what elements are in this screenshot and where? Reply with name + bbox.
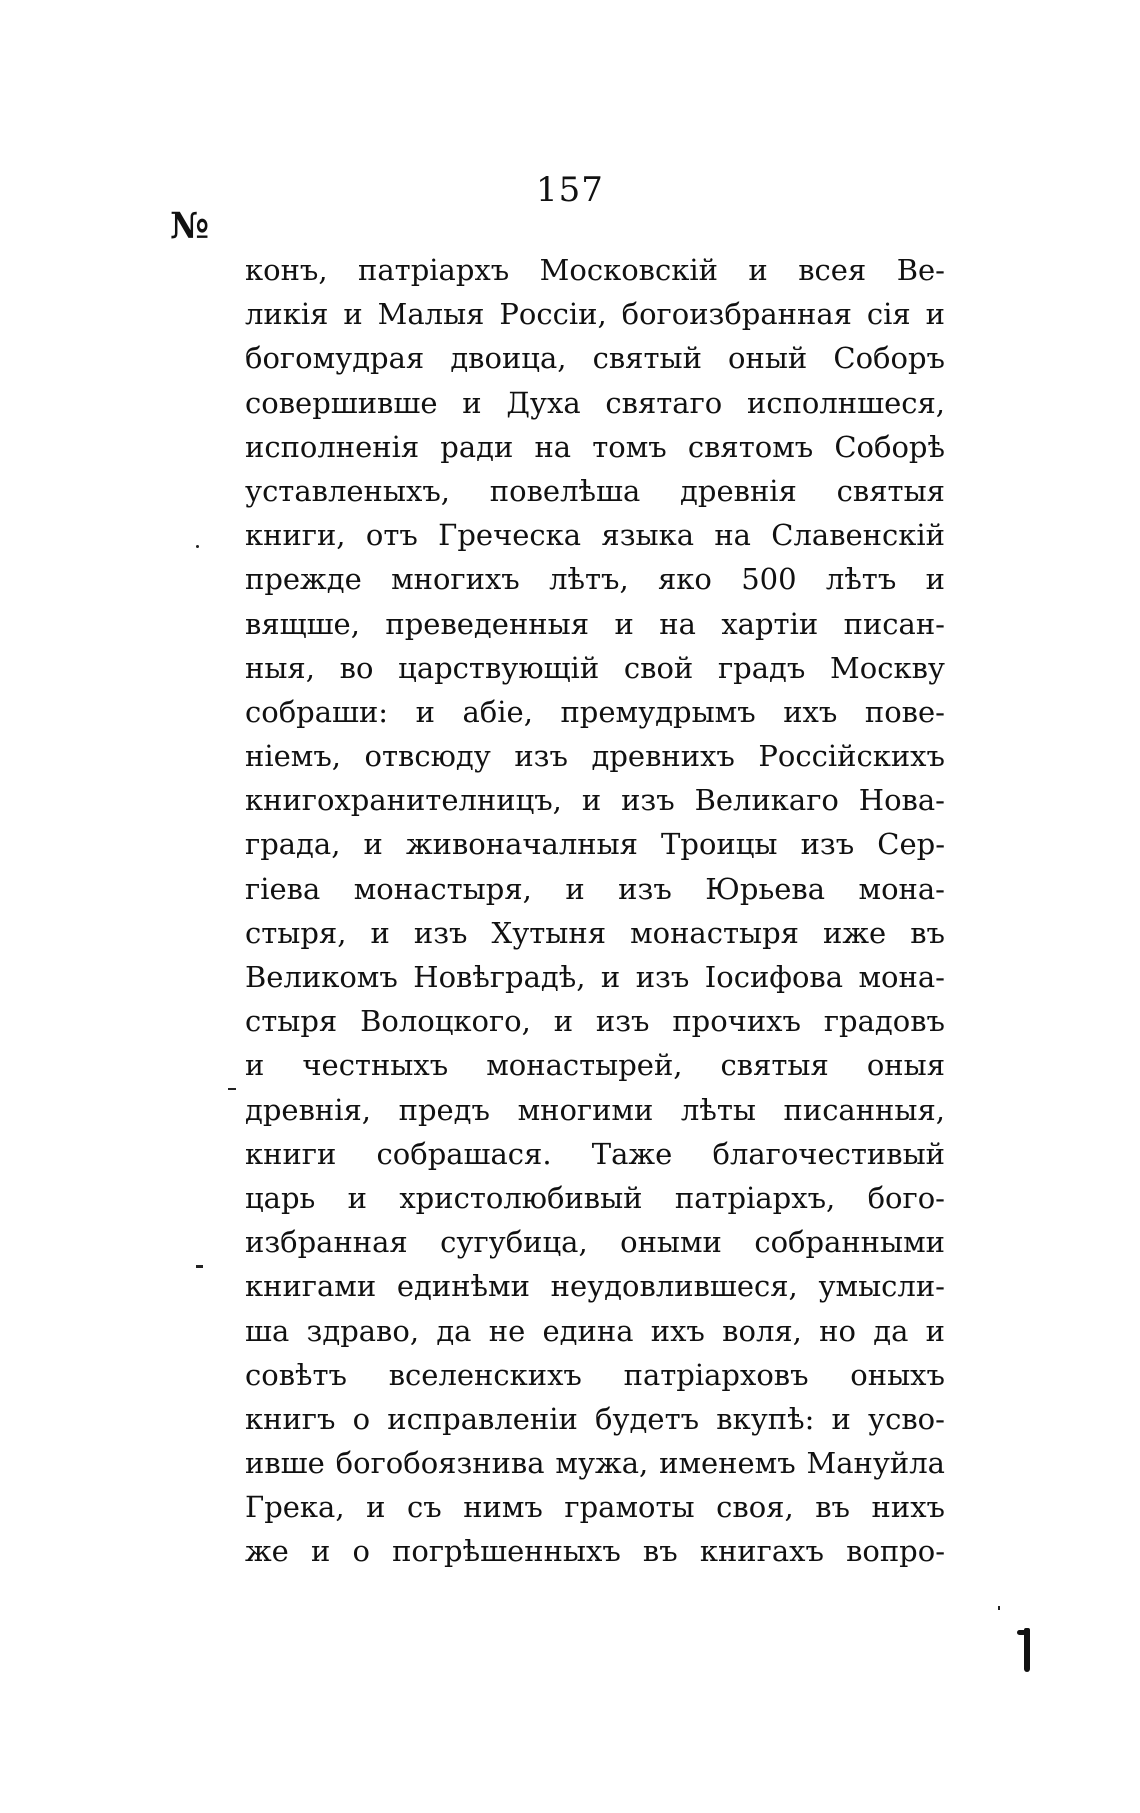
word: честныхъ [302, 1048, 449, 1083]
word: о [352, 1401, 371, 1436]
word: и [363, 827, 383, 862]
word: Ве- [896, 253, 945, 287]
word: книгами [245, 1269, 377, 1304]
word: книгохранителницъ, [245, 783, 562, 818]
word: и [347, 1180, 367, 1215]
word: патріархъ [358, 253, 510, 287]
word: оный [728, 341, 808, 376]
word: мона- [858, 871, 945, 906]
word: но [819, 1313, 856, 1348]
text-line [245, 1132, 945, 1176]
word: и [343, 297, 363, 332]
word: древнихъ [591, 739, 735, 774]
word: совершивше [245, 385, 438, 420]
word: святыя [720, 1048, 829, 1083]
text-line [245, 513, 945, 557]
word: Таже [591, 1136, 673, 1171]
word: съ [406, 1490, 442, 1525]
word: монастыря [630, 915, 799, 950]
word: вящше, [245, 606, 360, 641]
text-line [245, 557, 945, 601]
word: именемъ [659, 1446, 796, 1481]
ink-speck [196, 545, 199, 548]
text-line [245, 1529, 945, 1573]
word: отвсюду [364, 739, 491, 774]
word: 500 [741, 562, 797, 597]
word: многихъ [391, 562, 520, 597]
word: вопро- [846, 1534, 945, 1569]
word: Сер- [877, 827, 945, 862]
word: Москву [830, 650, 945, 685]
word: и [310, 1534, 331, 1569]
text-line [245, 1264, 945, 1308]
word: богобоязнива [335, 1446, 545, 1481]
word: лѣтъ, [549, 562, 629, 597]
word: книги [245, 1136, 337, 1171]
word: ша [245, 1313, 290, 1348]
text-line [245, 822, 945, 866]
word: градъ [717, 650, 806, 685]
word: изъ [595, 1004, 650, 1039]
word: благочестивый [712, 1136, 945, 1171]
word: и [245, 1048, 265, 1083]
numero-sign: № [170, 205, 210, 247]
word: ніемъ, [245, 739, 341, 774]
word: и [415, 694, 435, 729]
text-line [245, 1441, 945, 1485]
word: да [436, 1313, 472, 1348]
word: Соборъ [833, 341, 945, 376]
word: и [553, 1004, 574, 1039]
word: Волоцкого, [360, 1004, 531, 1039]
word: и [925, 1313, 945, 1348]
word: Славенскій [771, 518, 945, 553]
text-line [245, 646, 945, 690]
word: единѣми [396, 1269, 530, 1304]
word: исполншеся, [747, 385, 945, 420]
word: нихъ [871, 1490, 945, 1525]
word: патріархъ, [674, 1180, 836, 1215]
word: здраво, [306, 1313, 420, 1348]
word: древнія [680, 473, 797, 508]
word: премудрымъ [560, 694, 756, 729]
text-line [245, 1088, 945, 1132]
word: прочихъ [672, 1004, 801, 1039]
text-line [245, 1397, 945, 1441]
word: своя, [716, 1490, 794, 1525]
word: лѣты [680, 1092, 756, 1127]
word: и [600, 960, 621, 994]
word: Великаго [694, 783, 839, 818]
word: и [831, 1401, 851, 1436]
text-line [245, 1176, 945, 1220]
word: изъ [635, 960, 690, 994]
word: избранная [245, 1225, 408, 1260]
word: бого- [867, 1180, 945, 1215]
word: оными [620, 1225, 722, 1260]
text-line [245, 1220, 945, 1264]
word: же [245, 1534, 289, 1569]
word: и [581, 783, 602, 818]
word: на [534, 429, 572, 464]
word: ивше [245, 1446, 325, 1481]
text-line [245, 425, 945, 469]
word: предъ [398, 1092, 490, 1127]
word: Юрьева [705, 871, 826, 906]
word: и [565, 871, 585, 906]
word: святый [592, 341, 702, 376]
word: въ [815, 1490, 850, 1525]
word: конъ, [245, 253, 328, 287]
word: Нова- [858, 783, 945, 818]
word: Духа [506, 385, 581, 420]
word: абіе, [462, 694, 533, 729]
word: совѣтъ [245, 1357, 348, 1392]
word: градовъ [823, 1004, 945, 1039]
word: преведенныя [385, 606, 589, 641]
word: и [366, 1490, 386, 1525]
text-line [245, 778, 945, 822]
word: будетъ [595, 1401, 700, 1436]
text-line [245, 1353, 945, 1397]
word: христолюбивый [399, 1180, 643, 1215]
word: умысли- [818, 1269, 945, 1304]
word: исправленіи [387, 1401, 578, 1436]
word: ихъ [783, 694, 838, 729]
word: вкупѣ: [716, 1401, 815, 1436]
word: въ [642, 1534, 678, 1569]
text-line [245, 867, 945, 911]
word: языка [601, 518, 695, 553]
word: и [748, 253, 768, 287]
ink-speck [228, 1088, 236, 1090]
word: вселенскихъ [388, 1357, 582, 1392]
word: грамоты [564, 1490, 695, 1525]
word: Іосифова [704, 960, 844, 994]
word: ликія [245, 297, 329, 332]
word: Троицы [661, 827, 778, 862]
word: свой [623, 650, 694, 685]
word: яко [658, 562, 712, 597]
word: въ [910, 915, 945, 950]
word: на [659, 606, 696, 641]
word: патріарховъ [623, 1357, 809, 1392]
word: и [370, 915, 390, 950]
text-line [245, 336, 945, 380]
word: Мануйла [806, 1446, 945, 1481]
word: двоица, [450, 341, 567, 376]
word: изъ [800, 827, 855, 862]
word: книги, [245, 518, 346, 553]
word: книгъ [245, 1401, 336, 1436]
word: сугубица, [440, 1225, 588, 1260]
word: и [925, 297, 945, 332]
ink-speck [998, 1606, 1000, 1610]
word: Россіи, [499, 297, 607, 332]
word: живоначалныя [405, 827, 638, 862]
word: хартіи [721, 606, 819, 641]
page-number: 157 [536, 170, 604, 210]
word: оныя [866, 1048, 945, 1083]
text-line [245, 602, 945, 646]
word: не [488, 1313, 526, 1348]
word: Новѣградѣ, [413, 960, 586, 994]
word: писанныя, [783, 1092, 945, 1127]
word: о [352, 1534, 370, 1569]
word: отъ [365, 518, 418, 553]
word: едина [542, 1313, 634, 1348]
word: Малыя [377, 297, 485, 332]
word: собрашася. [376, 1136, 552, 1171]
word: воля, [722, 1313, 802, 1348]
word: царствующій [398, 650, 600, 685]
word: Хутыня [491, 915, 607, 950]
text-line [245, 955, 945, 999]
word: неудовлившеся, [550, 1269, 798, 1304]
ink-speck [196, 1265, 203, 1268]
word: Московскій [539, 253, 718, 287]
word: книгахъ [699, 1534, 824, 1569]
text-line [245, 734, 945, 778]
word: изъ [618, 871, 672, 906]
word: гіева [245, 871, 321, 906]
word: повелѣша [489, 473, 641, 508]
word: изъ [621, 783, 675, 818]
word: ныя, [245, 650, 315, 685]
word: оныхъ [850, 1357, 945, 1392]
word: града, [245, 827, 341, 862]
text-line [245, 292, 945, 336]
word: изъ [413, 915, 468, 950]
word: мона- [858, 960, 945, 994]
word: царь [245, 1180, 316, 1215]
word: и [614, 606, 634, 641]
edge-ink-mark [1024, 1628, 1030, 1672]
word: и [925, 562, 945, 597]
word: сія [866, 297, 911, 332]
word: всея [798, 253, 867, 287]
word: да [873, 1313, 909, 1348]
word: уставленыхъ, [245, 473, 450, 508]
word: богомудрая [245, 341, 425, 376]
word: Великомъ [245, 960, 398, 994]
text-line [245, 1043, 945, 1087]
word: исполненія [245, 429, 420, 464]
word: лѣтъ [825, 562, 897, 597]
text-line [245, 248, 945, 292]
word: томъ [592, 429, 667, 464]
word: пове- [864, 694, 945, 729]
word: стыря, [245, 915, 347, 950]
word: мужа, [555, 1446, 649, 1481]
text-line [245, 911, 945, 955]
word: ихъ [650, 1313, 705, 1348]
text-line [245, 999, 945, 1043]
word: древнія, [245, 1092, 372, 1127]
word: иже [822, 915, 887, 950]
text-line [245, 690, 945, 734]
text-line [245, 1485, 945, 1529]
text-line [245, 381, 945, 425]
word: Соборѣ [834, 429, 945, 464]
word: писан- [843, 606, 945, 641]
word: ради [440, 429, 514, 464]
word: собранными [754, 1225, 945, 1260]
text-line [245, 469, 945, 513]
word: прежде [245, 562, 362, 597]
word: Греческа [438, 518, 582, 553]
body-text [245, 248, 945, 1574]
word: святаго [605, 385, 723, 420]
word: изъ [514, 739, 568, 774]
word: многими [517, 1092, 654, 1127]
word: стыря [245, 1004, 338, 1039]
text-line [245, 1309, 945, 1353]
word: монастыря, [353, 871, 532, 906]
word: погрѣшенныхъ [392, 1534, 621, 1569]
word: святомъ [687, 429, 814, 464]
word: Россійскихъ [758, 739, 945, 774]
word: усво- [868, 1401, 945, 1436]
word: на [714, 518, 751, 553]
word: богоизбранная [621, 297, 852, 332]
word: святыя [836, 473, 945, 508]
word: во [339, 650, 374, 685]
word: нимъ [463, 1490, 543, 1525]
word: собраши: [245, 694, 389, 729]
word: и [462, 385, 482, 420]
word: монастырей, [486, 1048, 683, 1083]
word: Грека, [245, 1490, 345, 1525]
